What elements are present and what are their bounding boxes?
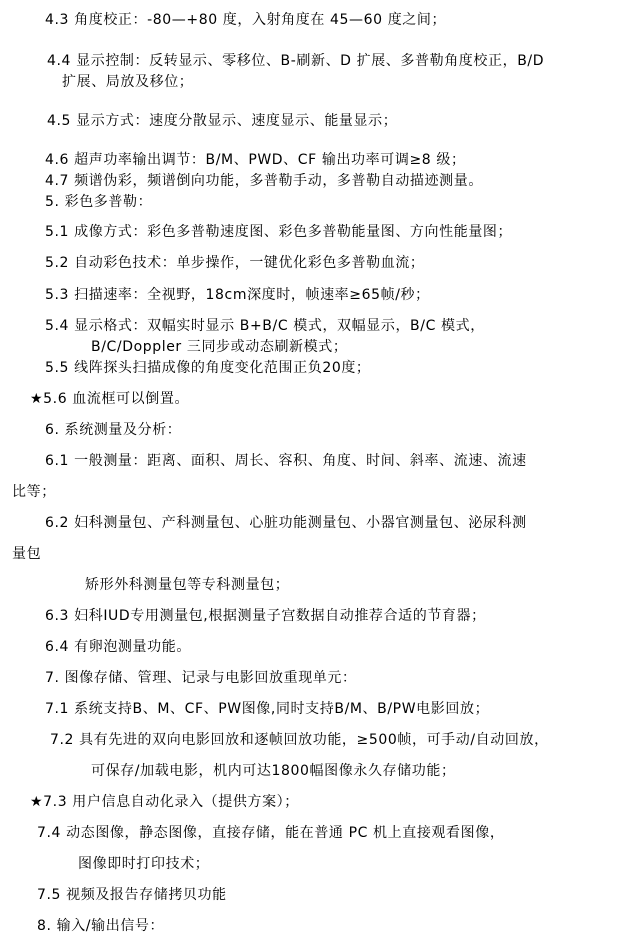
doc-line: 7.1 系统支持B、M、CF、PW图像,同时支持B/M、B/PW电影回放； xyxy=(45,701,490,717)
doc-line: 7.4 动态图像，静态图像，直接存储，能在普通 PC 机上直接观看图像， xyxy=(37,825,505,841)
doc-line: 6.2 妇科测量包、产科测量包、心脏功能测量包、小器官测量包、泌尿科测 xyxy=(45,515,527,531)
doc-line: 量包 xyxy=(12,546,42,562)
doc-line: 7.5 视频及报告存储拷贝功能 xyxy=(37,887,227,903)
doc-line: 5. 彩色多普勒： xyxy=(45,194,153,210)
doc-line: 5.1 成像方式：彩色多普勒速度图、彩色多普勒能量图、方向性能量图； xyxy=(45,224,513,240)
doc-line: 6.4 有卵泡测量功能。 xyxy=(45,639,191,655)
doc-line: 4.5 显示方式：速度分散显示、速度显示、能量显示； xyxy=(47,113,398,129)
doc-line: 7.2 具有先进的双向电影回放和逐帧回放功能，≥500帧，可手动/自动回放， xyxy=(50,732,549,748)
doc-line: 4.3 角度校正：-80—+80 度，入射角度在 45—60 度之间； xyxy=(45,12,447,28)
doc-line: B/C/Doppler 三同步或动态刷新模式； xyxy=(91,339,348,355)
doc-line: 5.4 显示格式：双幅实时显示 B+B/C 模式，双幅显示，B/C 模式， xyxy=(45,318,485,334)
doc-line: 可保存/加载电影，机内可达1800幅图像永久存储功能； xyxy=(91,763,456,779)
doc-line: 5.3 扫描速率：全视野，18cm深度时，帧速率≥65帧/秒； xyxy=(45,287,430,303)
doc-line: 矫形外科测量包等专科测量包； xyxy=(85,577,290,593)
doc-line: ★7.3 用户信息自动化录入（提供方案）； xyxy=(30,794,299,810)
doc-line: 4.4 显示控制：反转显示、零移位、B-刷新、D 扩展、多普勒角度校正，B/D xyxy=(47,53,545,69)
doc-line: 图像即时打印技术； xyxy=(78,856,210,872)
doc-line: 比等； xyxy=(12,484,56,500)
doc-line: 6.3 妇科IUD专用测量包,根据测量子宫数据自动推荐合适的节育器； xyxy=(45,608,486,624)
doc-line: 6.1 一般测量：距离、面积、周长、容积、角度、时间、斜率、流速、流速 xyxy=(45,453,527,469)
doc-line: 4.6 超声功率输出调节：B/M、PWD、CF 输出功率可调≥8 级； xyxy=(45,152,466,168)
doc-line: 7. 图像存储、管理、记录与电影回放重现单元： xyxy=(45,670,357,686)
doc-line: ★5.6 血流框可以倒置。 xyxy=(30,391,190,407)
doc-line: 扩展、局放及移位； xyxy=(62,74,194,90)
doc-line: 4.7 频谱伪彩，频谱倒向功能，多普勒手动，多普勒自动描迹测量。 xyxy=(45,173,483,189)
doc-line: 8. 输入/输出信号： xyxy=(37,918,165,934)
doc-line: 5.5 线阵探头扫描成像的角度变化范围正负20度； xyxy=(45,360,371,376)
doc-line: 5.2 自动彩色技术：单步操作，一键优化彩色多普勒血流； xyxy=(45,255,425,271)
doc-line: 6. 系统测量及分析： xyxy=(45,422,182,438)
